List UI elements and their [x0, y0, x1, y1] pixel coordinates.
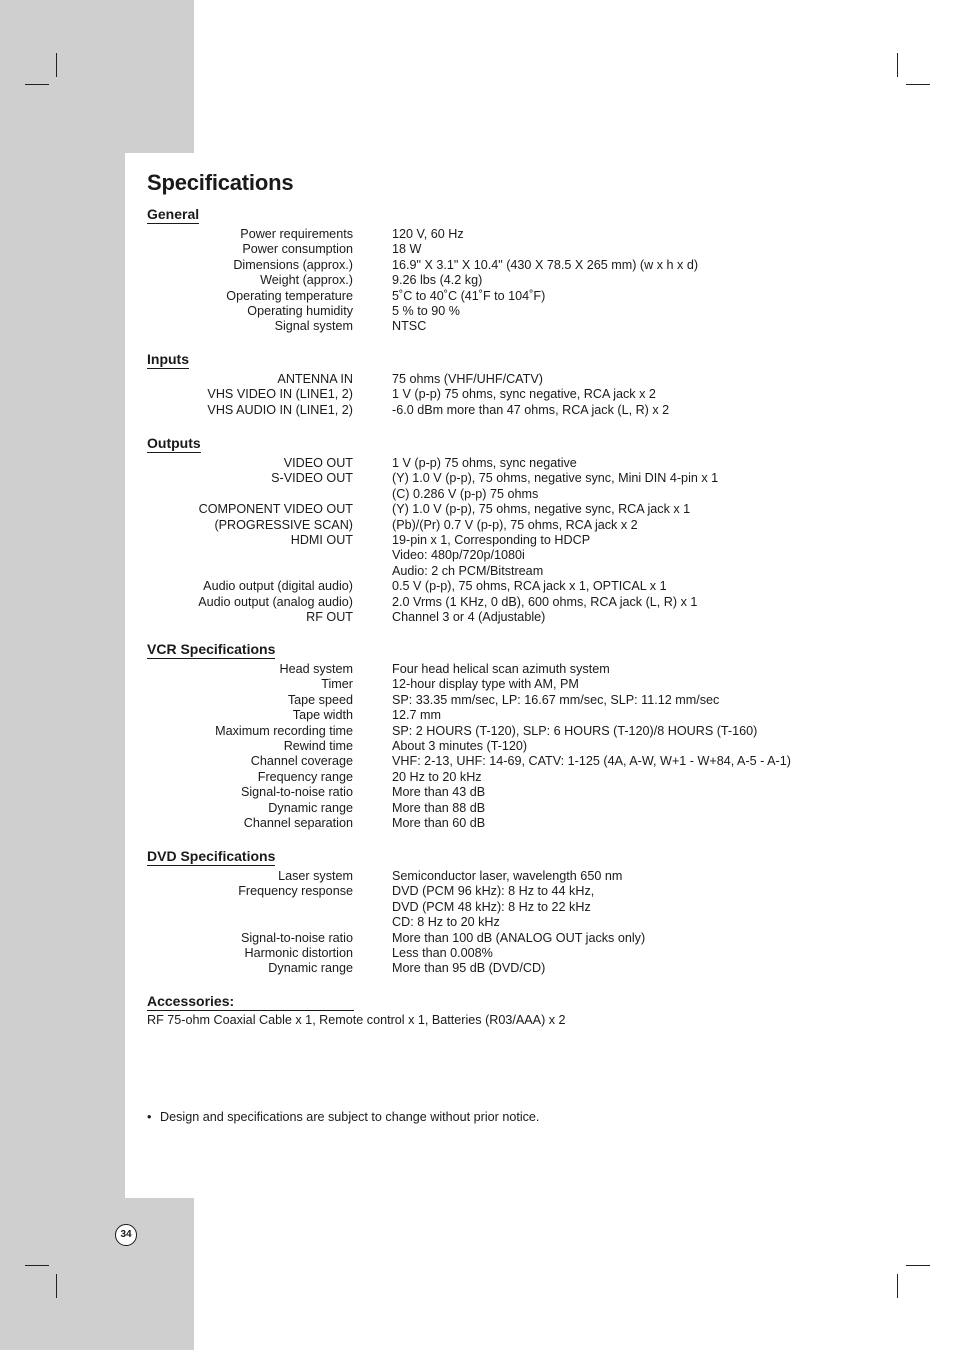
spec-label: Frequency response [238, 884, 353, 899]
spec-value: 0.5 V (p-p), 75 ohms, RCA jack x 1, OPTICAL x 1 [392, 579, 667, 594]
disclaimer-note [147, 1110, 539, 1125]
spec-row [0, 471, 954, 486]
bullet-icon: • [147, 1110, 152, 1124]
crop-mark [56, 53, 57, 77]
spec-row [0, 258, 954, 273]
spec-row [0, 372, 954, 387]
spec-value: 9.26 lbs (4.2 kg) [392, 273, 483, 288]
crop-mark [56, 1274, 57, 1298]
spec-value: (Pb)/(Pr) 0.7 V (p-p), 75 ohms, RCA jack x 2 [392, 517, 638, 532]
spec-value: More than 60 dB [392, 815, 486, 830]
spec-label: Signal-to-noise ratio [240, 785, 353, 800]
spec-value: Four head helical scan azimuth system [392, 662, 610, 676]
spec-row [0, 693, 954, 708]
spec-row [0, 662, 954, 677]
page-number: 34 [115, 1224, 137, 1246]
spec-row [0, 801, 954, 816]
spec-table-inputs [0, 372, 954, 418]
spec-row [0, 564, 954, 579]
spec-value: 20 Hz to 20 kHz [392, 769, 482, 784]
spec-row [0, 915, 954, 930]
spec-label: Dynamic range [268, 961, 353, 976]
spec-label: Operating humidity [247, 303, 353, 318]
spec-value: DVD (PCM 48 kHz): 8 Hz to 22 kHz [392, 899, 591, 914]
spec-value: 120 V, 60 Hz [392, 227, 464, 241]
spec-value: DVD (PCM 96 kHz): 8 Hz to 44 kHz, [392, 884, 595, 899]
spec-label: Rewind time [283, 738, 353, 753]
spec-value: More than 43 dB [392, 785, 486, 800]
spec-label: Channel coverage [250, 754, 353, 769]
spec-value: Video: 480p/720p/1080i [392, 548, 525, 563]
spec-row [0, 946, 954, 961]
section-heading-outputs: Outputs [147, 435, 201, 451]
spec-row [0, 869, 954, 884]
spec-row [0, 884, 954, 899]
spec-row [0, 739, 954, 754]
spec-label: VHS VIDEO IN (LINE1, 2) [207, 387, 353, 402]
spec-row [0, 242, 954, 257]
disclaimer-text: Design and specifications are subject to change without prior notice. [160, 1110, 540, 1124]
spec-label: Dimensions (approx.) [233, 257, 353, 272]
spec-label: Signal-to-noise ratio [240, 930, 353, 945]
spec-row [0, 931, 954, 946]
spec-label: HDMI OUT [290, 532, 353, 547]
crop-mark [906, 1265, 930, 1266]
spec-row [0, 708, 954, 723]
spec-label: ANTENNA IN [277, 372, 353, 386]
section-heading-inputs: Inputs [147, 351, 189, 367]
spec-value: 19-pin x 1, Corresponding to HDCP [392, 532, 591, 547]
section-heading-general: General [147, 206, 200, 222]
spec-label: Power consumption [242, 242, 353, 257]
spec-value: More than 88 dB [392, 800, 486, 815]
spec-value: 1 V (p-p) 75 ohms, sync negative [392, 456, 577, 470]
spec-row [0, 533, 954, 548]
accessories-text: RF 75-ohm Coaxial Cable x 1, Remote control x 1, Batteries (R03/AAA) x 2 [147, 1013, 566, 1027]
spec-label: Signal system [274, 319, 353, 334]
spec-row [0, 724, 954, 739]
spec-value: 12.7 mm [392, 708, 441, 723]
spec-row [0, 456, 954, 471]
crop-mark [897, 1274, 898, 1298]
spec-row [0, 770, 954, 785]
spec-row [0, 677, 954, 692]
spec-value: Less than 0.008% [392, 945, 493, 960]
spec-label: Frequency range [257, 769, 353, 784]
spec-value: About 3 minutes (T-120) [392, 738, 528, 753]
spec-label: Timer [321, 677, 353, 692]
spec-row [0, 816, 954, 831]
spec-table-outputs [0, 456, 954, 625]
spec-table-dvd [0, 869, 954, 977]
spec-label: VIDEO OUT [283, 456, 353, 470]
spec-value: 1 V (p-p) 75 ohms, sync negative, RCA jack x 2 [392, 387, 656, 402]
spec-value: (C) 0.286 V (p-p) 75 ohms [392, 486, 539, 501]
spec-label: Power requirements [240, 227, 353, 241]
spec-label: Audio output (digital audio) [203, 579, 353, 594]
spec-value: (Y) 1.0 V (p-p), 75 ohms, negative sync, Mini DIN 4-pin x 1 [392, 471, 719, 486]
spec-label: Head system [279, 662, 353, 676]
spec-value: CD: 8 Hz to 20 kHz [392, 915, 500, 930]
spec-value: 2.0 Vrms (1 KHz, 0 dB), 600 ohms, RCA jack (L, R) x 1 [392, 594, 698, 609]
section-heading-vcr: VCR Specifications [147, 641, 276, 657]
spec-label: Weight (approx.) [260, 273, 353, 288]
spec-value: More than 100 dB (ANALOG OUT jacks only) [392, 930, 646, 945]
spec-row [0, 595, 954, 610]
spec-value: More than 95 dB (DVD/CD) [392, 961, 546, 976]
spec-label: RF OUT [306, 609, 353, 624]
spec-row [0, 304, 954, 319]
spec-label: Maximum recording time [215, 723, 353, 738]
spec-row [0, 227, 954, 242]
side-band-top [0, 0, 194, 153]
spec-value: 75 ohms (VHF/UHF/CATV) [392, 372, 543, 386]
spec-label: Laser system [278, 869, 353, 883]
spec-label: Operating temperature [226, 288, 353, 303]
spec-row [0, 487, 954, 502]
spec-row [0, 610, 954, 625]
spec-label: COMPONENT VIDEO OUT [198, 502, 353, 517]
page-title: Specifications [147, 170, 294, 195]
spec-label: VHS AUDIO IN (LINE1, 2) [207, 402, 353, 417]
spec-value: 16.9" X 3.1" X 10.4" (430 X 78.5 X 265 mm) (w x h x d) [392, 257, 699, 272]
spec-row [0, 754, 954, 769]
spec-value: -6.0 dBm more than 47 ohms, RCA jack (L, R) x 2 [392, 402, 670, 417]
crop-mark [25, 1265, 49, 1266]
spec-label: Audio output (analog audio) [198, 594, 353, 609]
spec-value: SP: 2 HOURS (T-120), SLP: 6 HOURS (T-120)/8 HOURS (T-160) [392, 723, 758, 738]
spec-value: 5˚C to 40˚C (41˚F to 104˚F) [392, 288, 546, 303]
spec-label: (PROGRESSIVE SCAN) [214, 517, 353, 532]
spec-row [0, 319, 954, 334]
side-band-bottom [0, 1198, 194, 1350]
spec-row [0, 502, 954, 517]
spec-label: Channel separation [243, 815, 353, 830]
spec-label: Dynamic range [268, 800, 353, 815]
spec-table-vcr [0, 662, 954, 831]
spec-value: SP: 33.35 mm/sec, LP: 16.67 mm/sec, SLP: 11.12 mm/sec [392, 692, 720, 707]
section-heading-accessories: Accessories: [147, 993, 354, 1011]
crop-mark [25, 84, 49, 85]
spec-row [0, 548, 954, 563]
spec-row [0, 403, 954, 418]
crop-mark [897, 53, 898, 77]
spec-row [0, 387, 954, 402]
spec-row [0, 900, 954, 915]
spec-row [0, 518, 954, 533]
spec-value: Semiconductor laser, wavelength 650 nm [392, 869, 623, 883]
spec-table-general [0, 227, 954, 335]
spec-value: 18 W [392, 242, 422, 257]
spec-row [0, 273, 954, 288]
spec-row [0, 785, 954, 800]
spec-row [0, 579, 954, 594]
spec-value: NTSC [392, 319, 427, 334]
spec-label: S-VIDEO OUT [271, 471, 353, 486]
spec-label: Tape speed [287, 692, 353, 707]
spec-label: Tape width [292, 708, 353, 723]
crop-mark [906, 84, 930, 85]
spec-value: 5 % to 90 % [392, 303, 460, 318]
spec-row [0, 961, 954, 976]
spec-value: Channel 3 or 4 (Adjustable) [392, 609, 546, 624]
section-heading-dvd: DVD Specifications [147, 848, 276, 864]
spec-value: VHF: 2-13, UHF: 14-69, CATV: 1-125 (4A, A-W, W+1 - W+84, A-5 - A-1) [392, 754, 791, 769]
spec-value: (Y) 1.0 V (p-p), 75 ohms, negative sync, RCA jack x 1 [392, 502, 691, 517]
spec-label: Harmonic distortion [244, 945, 353, 960]
spec-value: 12-hour display type with AM, PM [392, 677, 579, 692]
spec-row [0, 289, 954, 304]
spec-value: Audio: 2 ch PCM/Bitstream [392, 563, 544, 578]
